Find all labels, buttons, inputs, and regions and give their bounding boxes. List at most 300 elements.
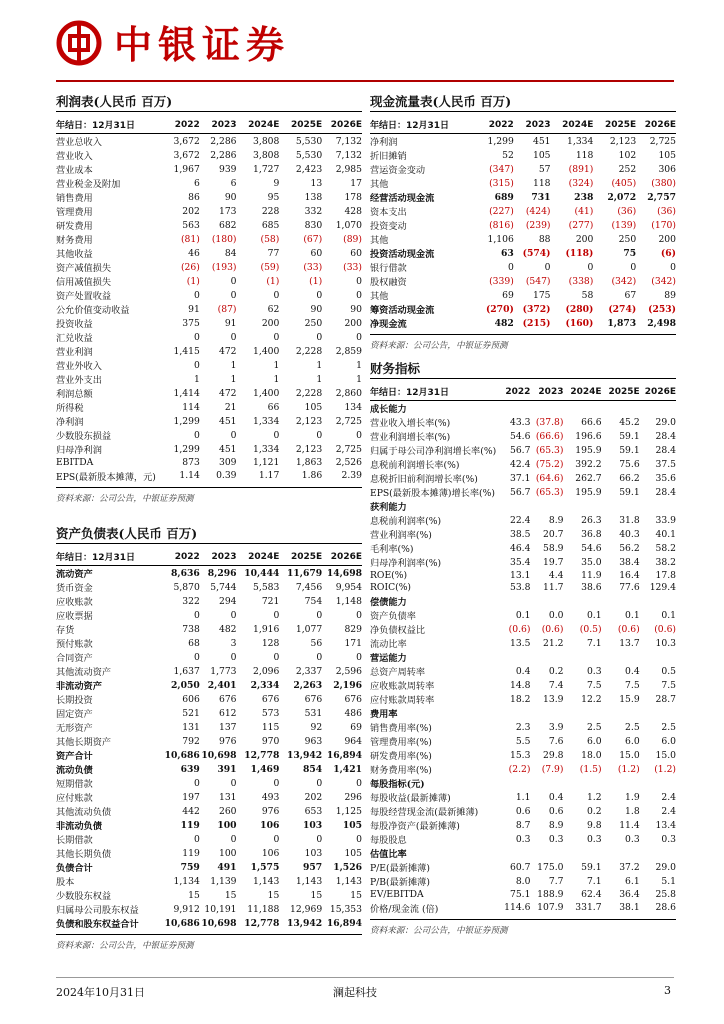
cell-value: 0 xyxy=(193,777,200,789)
row-label: 归母净利润率(%) xyxy=(370,558,442,569)
table-row xyxy=(56,650,362,664)
cell-value: 2,072 xyxy=(607,191,637,203)
cell-value: 29.8 xyxy=(543,749,564,761)
report-header xyxy=(56,20,674,78)
row-label: 股权融资 xyxy=(370,277,407,288)
cell-value: 37.5 xyxy=(655,458,676,470)
footer-page-number: 3 xyxy=(664,984,671,997)
cell-value: 15,353 xyxy=(329,903,362,915)
balance-sheet xyxy=(56,524,362,953)
cell-value: (7.9) xyxy=(541,763,564,775)
column-header-year: 2025E xyxy=(602,383,640,401)
table-row xyxy=(370,582,676,595)
table-row xyxy=(370,457,676,471)
cell-value: (66.6) xyxy=(535,430,564,442)
brand-name: 中银证券 xyxy=(114,22,291,67)
cell-value: 682 xyxy=(218,219,237,231)
cell-value: 28.4 xyxy=(655,430,676,442)
cell-value: 2.5 xyxy=(661,721,676,733)
cell-value: 38.1 xyxy=(619,902,640,914)
cell-value: 1,400 xyxy=(253,387,280,399)
table-row xyxy=(370,734,676,748)
cell-value: 0.2 xyxy=(586,805,602,817)
cell-value: 2,498 xyxy=(647,317,676,329)
cell-value: 1,727 xyxy=(253,163,280,175)
cell-value: 118 xyxy=(575,149,594,161)
cell-value: 14,698 xyxy=(326,567,362,579)
cell-value: 322 xyxy=(182,595,200,607)
cell-value: 1,415 xyxy=(173,345,200,357)
cell-value: 3,672 xyxy=(173,149,200,161)
table-row xyxy=(370,204,676,218)
cell-value: 52 xyxy=(502,149,514,161)
cell-value: 0.6 xyxy=(515,805,531,817)
cell-value: 43.3 xyxy=(509,416,531,428)
table-row xyxy=(56,162,362,176)
cell-value: 75.6 xyxy=(619,458,640,470)
table-row xyxy=(370,274,676,288)
column-header-year: 2023 xyxy=(530,383,563,401)
cell-value: 128 xyxy=(261,637,280,649)
cell-value: 15 xyxy=(267,889,280,901)
row-label: 短期借款 xyxy=(56,779,93,790)
cell-value: 1,143 xyxy=(335,875,362,887)
cell-value: 1,526 xyxy=(333,861,362,873)
table-row xyxy=(370,664,676,678)
cell-value: 10,698 xyxy=(201,749,237,761)
cell-value: 482 xyxy=(218,623,237,635)
cell-value: 20.7 xyxy=(543,528,564,540)
cell-value: 1 xyxy=(316,359,323,371)
cell-value: 36.8 xyxy=(581,528,602,540)
cell-value: 11.7 xyxy=(543,582,564,594)
cell-value: 451 xyxy=(218,415,237,427)
footer-company: 澜起科技 xyxy=(333,986,377,999)
table-row xyxy=(370,415,676,429)
cell-value: 0.3 xyxy=(515,833,531,845)
cell-value: 2,050 xyxy=(171,679,200,691)
cell-value: 0.3 xyxy=(586,833,602,845)
cell-value: 1.14 xyxy=(179,470,200,482)
cell-value: (1) xyxy=(266,275,280,287)
cell-value: (405) xyxy=(611,177,637,189)
cell-value: 10,444 xyxy=(244,567,280,579)
cell-value: 0 xyxy=(316,777,323,789)
cell-value: 13.7 xyxy=(619,637,640,649)
cell-value: 451 xyxy=(218,443,237,455)
row-label: 资产负债率 xyxy=(370,611,416,623)
cell-value: (424) xyxy=(525,205,551,217)
cell-value: (33) xyxy=(303,261,323,273)
cell-value: 228 xyxy=(261,205,280,217)
cell-value: 2,596 xyxy=(335,665,362,677)
cell-value: 58.9 xyxy=(543,542,564,554)
row-label: 其他收益 xyxy=(56,249,93,260)
cell-value: 11.9 xyxy=(581,569,602,581)
table-row xyxy=(56,720,362,734)
cell-value: (324) xyxy=(568,177,594,189)
cell-value: 738 xyxy=(182,623,200,635)
row-label: 负债合计 xyxy=(56,863,93,874)
left-column xyxy=(56,92,362,953)
cell-value: 2.39 xyxy=(341,470,362,482)
table-row xyxy=(56,456,362,469)
cell-value: 482 xyxy=(494,317,514,329)
cell-value: 105 xyxy=(344,847,362,859)
table-row xyxy=(56,734,362,748)
cell-value: 137 xyxy=(218,721,237,733)
table-row xyxy=(370,874,676,888)
cell-value: 62 xyxy=(267,303,280,315)
cell-value: 33.9 xyxy=(655,514,676,526)
section-label: 成长能力 xyxy=(370,404,407,415)
row-label: 每股收益(最新摊薄) xyxy=(370,793,451,805)
cell-value: 16.4 xyxy=(619,569,640,581)
cell-value: 296 xyxy=(344,791,362,803)
cell-value: 531 xyxy=(304,707,323,719)
cell-value: (160) xyxy=(565,317,594,329)
cell-value: (274) xyxy=(608,303,637,315)
cell-value: 90 xyxy=(310,303,323,315)
row-label: 货币资金 xyxy=(56,583,93,594)
row-label: 营运资金变动 xyxy=(370,165,426,176)
cell-value: 12,969 xyxy=(290,903,323,915)
cell-value: 60 xyxy=(350,247,362,259)
cell-value: 612 xyxy=(218,707,237,719)
cell-value: 10,686 xyxy=(164,749,200,761)
cell-value: 375 xyxy=(182,317,200,329)
cell-value: 12,778 xyxy=(244,917,280,929)
cell-value: 2,757 xyxy=(647,191,676,203)
row-label: 营业利润率(%) xyxy=(370,530,432,541)
cell-value: 0.6 xyxy=(548,805,564,817)
cell-value: 676 xyxy=(261,693,280,705)
table-row xyxy=(370,622,676,636)
cell-value: 1 xyxy=(193,373,200,385)
cell-value: 2,096 xyxy=(253,665,280,677)
cell-value: 84 xyxy=(224,247,237,259)
cell-value: 2,860 xyxy=(335,387,362,399)
cell-value: 1,637 xyxy=(173,665,200,677)
cell-value: 105 xyxy=(304,401,323,413)
row-label: 营业收入 xyxy=(56,151,93,162)
cell-value: 114.6 xyxy=(504,902,531,914)
row-label: 总资产周转率 xyxy=(370,667,426,679)
column-header-year: 2026E xyxy=(640,383,676,401)
cell-value: 1.9 xyxy=(625,791,640,803)
cell-value: 0 xyxy=(273,331,280,343)
table-row xyxy=(370,804,676,818)
row-label: 应付账款 xyxy=(56,793,93,804)
row-label: 营业成本 xyxy=(56,165,93,176)
row-label: 净现金流 xyxy=(370,319,407,330)
cell-value: 9,912 xyxy=(173,903,200,915)
table-row xyxy=(56,288,362,302)
row-label: 资产减值损失 xyxy=(56,263,112,274)
cell-value: 451 xyxy=(532,135,551,147)
cell-value: 1.2 xyxy=(586,791,602,803)
cell-value: 970 xyxy=(261,735,280,747)
cell-value: 102 xyxy=(618,149,637,161)
column-header-year: 2026E xyxy=(322,548,362,566)
cell-value: 45.2 xyxy=(619,416,640,428)
table-row xyxy=(370,888,676,901)
cell-value: 131 xyxy=(218,791,237,803)
section-title: 利润表(人民币 百万) xyxy=(56,92,362,112)
cell-value: 10.3 xyxy=(655,637,676,649)
cell-value: 428 xyxy=(344,205,362,217)
cell-value: 0 xyxy=(230,429,237,441)
column-header-year: 2025E xyxy=(279,548,322,566)
cell-value: 15 xyxy=(350,889,362,901)
cell-value: 105 xyxy=(342,819,362,831)
column-header-year: 2022 xyxy=(160,548,200,566)
cell-value: 63 xyxy=(501,247,514,259)
cell-value: 331.7 xyxy=(575,902,602,914)
cell-value: 90 xyxy=(224,191,237,203)
column-header-year: 2024E xyxy=(563,383,601,401)
cell-value: (0.6) xyxy=(541,623,564,635)
row-label: 其他流动资产 xyxy=(56,667,112,678)
table-row xyxy=(56,580,362,594)
cell-value: (1) xyxy=(309,275,323,287)
cell-value: 1,077 xyxy=(295,623,323,635)
cell-value: 7.5 xyxy=(586,679,602,691)
cell-value: 10,698 xyxy=(201,917,237,929)
row-label: 价格/现金流 (倍) xyxy=(370,903,439,915)
cell-value: 721 xyxy=(261,595,280,607)
table-row xyxy=(56,860,362,874)
column-header-year: 2022 xyxy=(474,116,514,134)
cell-value: 105 xyxy=(658,149,676,161)
cell-value: 939 xyxy=(218,163,237,175)
cell-value: 262.7 xyxy=(575,472,602,484)
cell-value: 0 xyxy=(356,833,362,845)
cell-value: 119 xyxy=(180,819,200,831)
row-label: 财务费用率(%) xyxy=(370,765,432,777)
table-row xyxy=(56,846,362,860)
cell-value: 15.3 xyxy=(509,749,531,761)
table-row xyxy=(370,527,676,541)
cell-value: 0 xyxy=(273,833,280,845)
cell-value: 69 xyxy=(502,289,514,301)
cell-value: 1 xyxy=(356,359,362,371)
table-row xyxy=(56,622,362,636)
table-row xyxy=(56,386,362,400)
row-label: 其他流动负债 xyxy=(56,807,112,818)
table-row xyxy=(370,569,676,582)
cell-value: (1.2) xyxy=(654,763,676,775)
cell-value: 759 xyxy=(180,861,200,873)
cell-value: 0 xyxy=(316,833,323,845)
cell-value: 173 xyxy=(218,205,237,217)
row-label: ROIC(%) xyxy=(370,582,412,594)
cell-value: 2,401 xyxy=(207,679,237,691)
column-header-year: 2026E xyxy=(636,116,676,134)
table-row xyxy=(56,344,362,358)
section-title: 财务指标 xyxy=(370,359,676,379)
cell-value: 106 xyxy=(261,847,280,859)
table-row xyxy=(370,316,676,330)
footer-date: 2024年10月31日 xyxy=(56,986,145,999)
cell-value: 7.6 xyxy=(548,735,564,747)
cell-value: 472 xyxy=(218,345,237,357)
row-label: 银行借款 xyxy=(370,263,407,274)
row-label: 每股经营现金流(最新摊薄) xyxy=(370,807,479,819)
row-label: 财务费用 xyxy=(56,235,93,246)
cell-value: 685 xyxy=(261,219,280,231)
row-label: 应收账款周转率 xyxy=(370,681,435,693)
row-label: 营业税金及附加 xyxy=(56,179,121,190)
cell-value: 197 xyxy=(182,791,200,803)
cell-value: 175.0 xyxy=(537,861,564,873)
cell-value: 0.3 xyxy=(661,833,676,845)
row-label: 投资收益 xyxy=(56,319,93,330)
cell-value: (315) xyxy=(489,177,514,189)
row-label: 无形资产 xyxy=(56,723,93,734)
cell-value: 60 xyxy=(310,247,323,259)
cell-value: 8.9 xyxy=(548,514,564,526)
cell-value: 0 xyxy=(587,261,594,273)
row-label: 销售费用 xyxy=(56,193,93,204)
cell-value: 260 xyxy=(218,805,237,817)
cell-value: 6.0 xyxy=(625,735,640,747)
cell-value: (215) xyxy=(522,317,551,329)
cell-value: 1,773 xyxy=(210,665,237,677)
table-row xyxy=(370,288,676,302)
cell-value: 976 xyxy=(218,735,237,747)
cell-value: 1,421 xyxy=(333,763,362,775)
section-row xyxy=(370,499,676,513)
cell-value: (270) xyxy=(485,303,514,315)
row-label: P/B(最新摊薄) xyxy=(370,877,430,889)
cell-value: 653 xyxy=(304,805,323,817)
cell-value: 442 xyxy=(182,805,200,817)
column-header-label: 年结日：12月31日 xyxy=(56,548,160,566)
table-row xyxy=(56,916,362,930)
row-label: 销售费用率(%) xyxy=(370,723,432,735)
cell-value: 676 xyxy=(304,693,323,705)
cell-value: 731 xyxy=(531,191,551,203)
cell-value: 6 xyxy=(193,177,200,189)
table-row xyxy=(370,485,676,499)
cell-value: 1.86 xyxy=(301,470,323,482)
right-column xyxy=(370,92,676,938)
table-row xyxy=(370,790,676,804)
cell-value: 53.8 xyxy=(509,582,531,594)
table-row xyxy=(370,246,676,260)
cell-value: 8.7 xyxy=(515,819,531,831)
table-row xyxy=(370,818,676,832)
row-label: 投资活动现金流 xyxy=(370,249,435,260)
cell-value: 131 xyxy=(182,721,200,733)
section-title: 资产负债表(人民币 百万) xyxy=(56,524,362,544)
cell-value: 1,334 xyxy=(253,443,280,455)
cell-value: (280) xyxy=(565,303,594,315)
table-row xyxy=(56,134,362,149)
cell-value: 0.1 xyxy=(586,609,602,621)
cell-value: 0 xyxy=(193,651,200,663)
cell-value: 2,423 xyxy=(295,163,323,175)
table-row xyxy=(56,274,362,288)
row-label: 长期投资 xyxy=(56,695,93,706)
table-row xyxy=(56,692,362,706)
table-row xyxy=(56,608,362,622)
source-note: 资料来源：公司公告，中银证券预测 xyxy=(370,919,676,938)
cell-value: 13.5 xyxy=(509,637,531,649)
cell-value: 29.0 xyxy=(655,416,676,428)
cell-value: 17 xyxy=(350,177,362,189)
cell-value: 21.2 xyxy=(543,637,564,649)
cell-value: 0 xyxy=(316,651,323,663)
cell-value: 66.6 xyxy=(581,416,602,428)
financial-ratios xyxy=(370,359,676,938)
cell-value: 175 xyxy=(532,289,551,301)
table-row xyxy=(56,706,362,720)
table-row xyxy=(56,790,362,804)
row-label: 研发费用 xyxy=(56,221,93,232)
cell-value: 29.0 xyxy=(655,861,676,873)
cell-value: 1 xyxy=(356,373,362,385)
cell-value: 563 xyxy=(182,219,200,231)
cell-value: 107.9 xyxy=(537,902,564,914)
table-row xyxy=(370,260,676,274)
cell-value: 2,196 xyxy=(333,679,362,691)
cell-value: 1,299 xyxy=(173,443,200,455)
cell-value: 200 xyxy=(261,317,280,329)
cell-value: 1,148 xyxy=(335,595,362,607)
cell-value: 2,337 xyxy=(295,665,323,677)
cell-value: 0 xyxy=(273,777,280,789)
row-label: 公允价值变动收益 xyxy=(56,305,130,316)
row-label: 存货 xyxy=(56,625,75,636)
cell-value: 1,299 xyxy=(487,135,514,147)
cell-value: 493 xyxy=(261,791,280,803)
row-label: 管理费用 xyxy=(56,207,93,218)
cell-value: (338) xyxy=(568,275,594,287)
cell-value: 2.3 xyxy=(515,721,531,733)
cell-value: (75.2) xyxy=(535,458,564,470)
cell-value: 58.2 xyxy=(655,542,676,554)
table-row xyxy=(56,232,362,246)
cell-value: 5,744 xyxy=(210,581,237,593)
row-label: 所得税 xyxy=(56,403,84,414)
cell-value: (239) xyxy=(525,219,551,231)
table-row xyxy=(56,874,362,888)
section-title: 现金流量表(人民币 百万) xyxy=(370,92,676,112)
cell-value: (574) xyxy=(522,247,551,259)
cell-value: 119 xyxy=(182,847,200,859)
ratios-table xyxy=(370,383,676,915)
table-row xyxy=(56,148,362,162)
table-row xyxy=(56,818,362,832)
cell-value: (380) xyxy=(651,177,676,189)
row-label: 营业利润增长率(%) xyxy=(370,432,451,443)
cell-value: (81) xyxy=(180,233,200,245)
cell-value: 2,123 xyxy=(295,443,323,455)
cell-value: (59) xyxy=(260,261,280,273)
table-row xyxy=(56,566,362,581)
cell-value: 294 xyxy=(218,595,237,607)
cell-value: 60.7 xyxy=(509,861,531,873)
cell-value: 0 xyxy=(230,833,237,845)
cell-value: 0 xyxy=(273,429,280,441)
cell-value: 0.4 xyxy=(548,791,564,803)
section-label: 获利能力 xyxy=(370,502,407,513)
cell-value: 196.6 xyxy=(575,430,602,442)
table-row xyxy=(370,762,676,776)
table-row xyxy=(56,678,362,692)
